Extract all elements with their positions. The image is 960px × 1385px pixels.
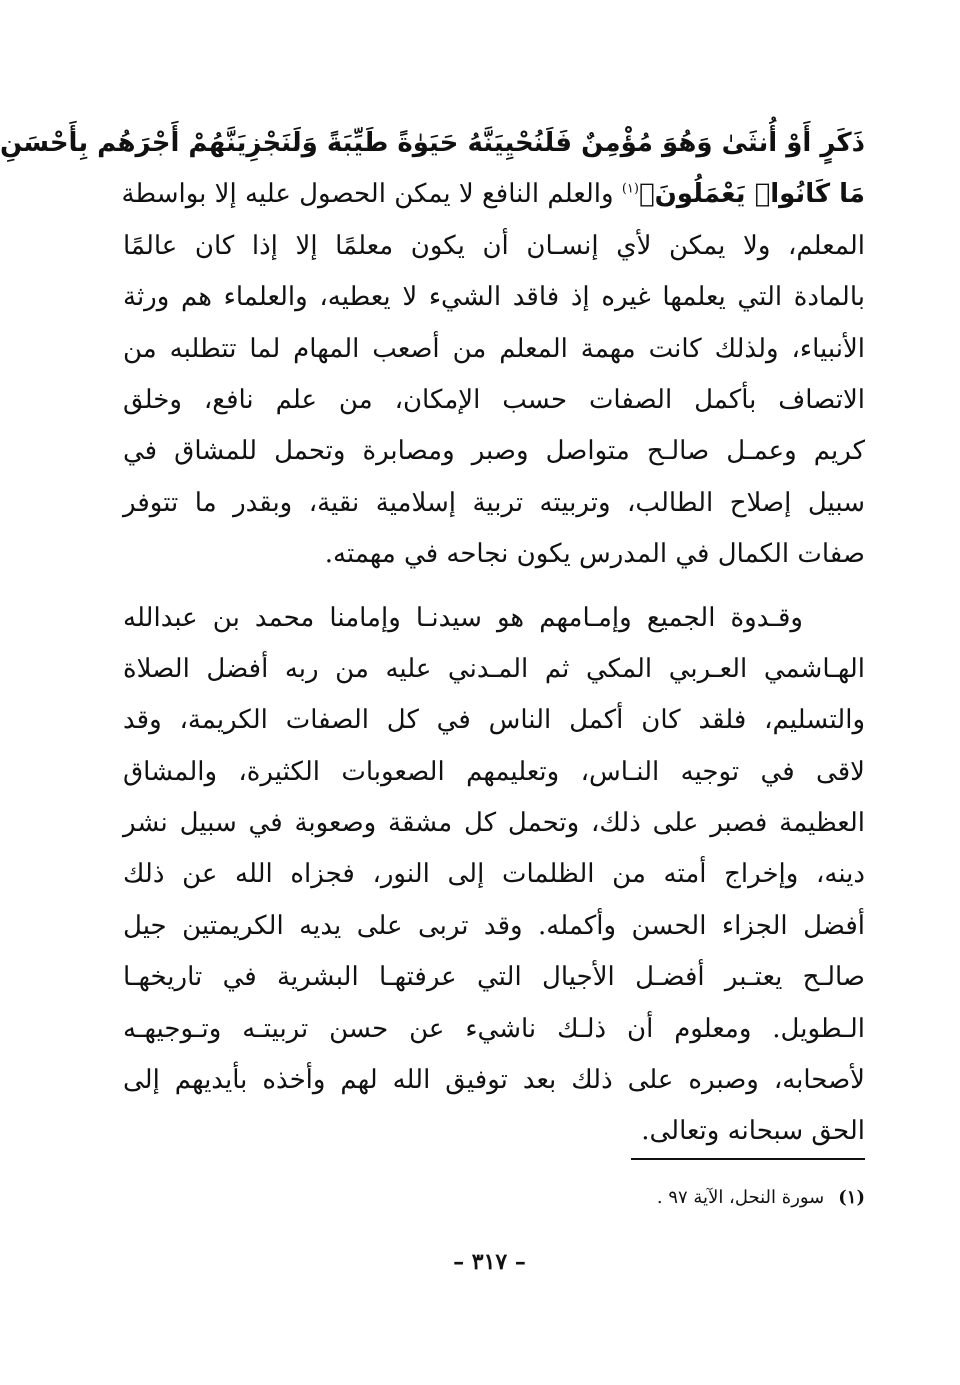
text-line: بالمادة التي يعلمها غيره إذ فاقد الشيء لا يعطيه، والعلماء هم ورثة [123,282,865,313]
quran-verse-end: مَا كَانُوا۟ يَعْمَلُونَ﴾ [638,179,865,210]
text-line: أفضل الجزاء الحسن وأكمله. وقد تربى على يديه الكريمتين جيل [123,910,865,941]
footnote-text: سورة النحل، الآية ٩٧ . [656,1187,825,1208]
text-line: الحق سبحانه وتعالى. [641,1116,865,1147]
text-line: الأنبياء، ولذلك كانت مهمة المعلم من أصعب المهام لما تتطلبه من [123,333,865,364]
text-line [123,169,865,220]
paragraph-gap [123,581,865,593]
text-line: لاقى في توجيه النـاس، وتعليمهم الصعوبات الكثيرة، والمشاق [123,756,865,787]
text-line: المعلم، ولا يمكن لأي إنسـان أن يكون معلمًا إلا إذا كان عالمًا [123,230,865,261]
text-line: الهـاشمي العـربي المكي ثم المـدني عليه من ربه أفضل الصلاة [123,653,866,684]
text-line: الـطويل. ومعلوم أن ذلـك ناشيء عن حسن تربيتـه وتـوجيهـه [123,1013,865,1044]
footnote-number: (١) [838,1187,865,1208]
footnote-separator [631,1158,865,1160]
text-line: سبيل إصلاح الطالب، وتربيته تربية إسلامية نقية، وبقدر ما تتوفر [123,487,865,518]
quran-verse-line: ذَكَرٍ أَوْ أُنثَىٰ وَهُوَ مُؤْمِنٌ فَلَنُحْيِيَنَّهُ حَيَوٰةً طَيِّبَةً وَلَنَجْزِيَنَّهُمْ أَجْرَهُم بِأَحْسَنِ [0,128,865,158]
main-text [0,118,866,1158]
page-number: – ٣١٧ – [453,1249,526,1275]
text-line: صالـح يعتـبر أفضـل الأجيال التي عرفتهـا البشرية في تاريخهـا [123,962,865,993]
text-line: صفات الكمال في المدرس يكون نجاحه في مهمته. [324,539,865,570]
text-line: كريم وعمـل صالـح متواصل وصبر ومصابرة وتحمل للمشاق في [123,436,865,467]
text-line: لأصحابه، وصبره على ذلك بعد توفيق الله لهم وأخذه بأيديهم إلى [123,1065,865,1096]
footnote-marker: (١) [621,181,639,197]
text-line: العظيمة فصبر على ذلك، وتحمل كل مشقة وصعوبة في سبيل نشر [123,808,865,839]
text-line: وقـدوة الجميع وإمـامهم هو سيدنـا وإمامنا محمد بن عبدالله [123,602,803,633]
text-line: والتسليم، فلقد كان أكمل الناس في كل الصفات الكريمة، وقد [123,705,865,736]
footnote [465,1180,865,1216]
text-line-continuation: والعلم النافع لا يمكن الحصول عليه إلا بواسطة [121,179,622,210]
text-line: دينه، وإخراج أمته من الظلمات إلى النور، فجزاه الله عن ذلك [123,859,865,890]
text-line: الاتصاف بأكمل الصفات حسب الإمكان، من علم نافع، وخلق [123,384,865,415]
